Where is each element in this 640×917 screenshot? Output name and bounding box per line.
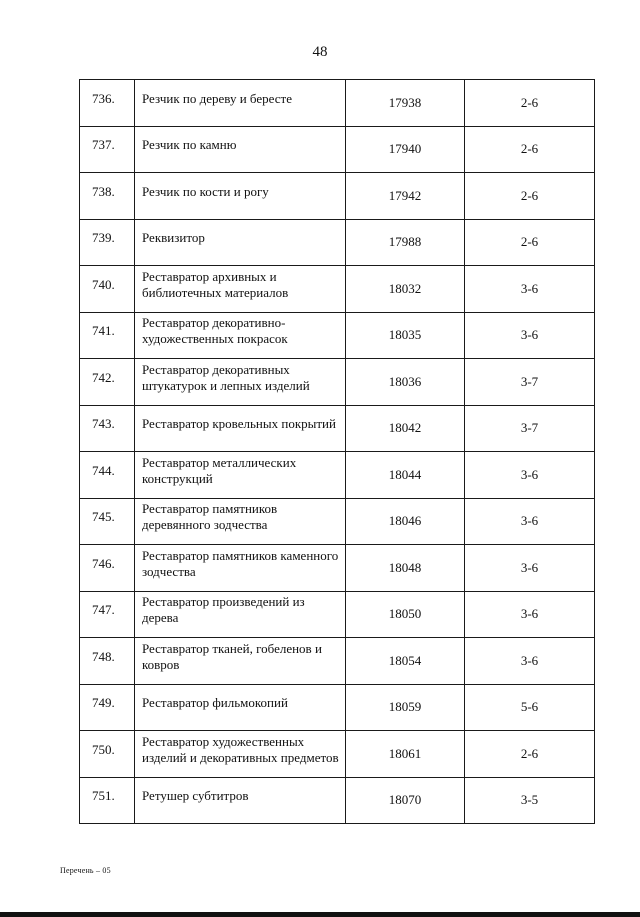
grade-range-text: 3-6 <box>520 606 539 622</box>
table-row <box>80 638 595 685</box>
profession-code-cell <box>346 452 465 499</box>
row-number-cell <box>80 359 135 406</box>
table-row <box>80 126 595 173</box>
table-row <box>80 591 595 638</box>
row-number-cell <box>80 266 135 313</box>
row-number-cell <box>80 498 135 545</box>
profession-name-text: Резчик по камню <box>142 137 237 153</box>
profession-name-cell <box>135 219 346 266</box>
table-row <box>80 219 595 266</box>
table-row <box>80 359 595 406</box>
profession-name-text: Реставратор кровельных покрытий <box>142 416 336 432</box>
grade-range-cell <box>465 638 595 685</box>
profession-name-cell <box>135 359 346 406</box>
profession-code-cell <box>346 777 465 824</box>
row-number-text: 741. <box>92 323 115 339</box>
profession-name-text: Ретушер субтитров <box>142 788 249 804</box>
profession-code-text: 18061 <box>388 745 422 761</box>
row-number-cell <box>80 312 135 359</box>
profession-name-cell <box>135 452 346 499</box>
profession-name-cell <box>135 731 346 778</box>
profession-name-text: Резчик по дереву и бересте <box>142 90 292 106</box>
table-row <box>80 452 595 499</box>
document-footer: Перечень – 05 <box>60 866 111 875</box>
profession-name-text: Реквизитор <box>142 230 205 246</box>
profession-code-cell <box>346 359 465 406</box>
row-number-cell <box>80 219 135 266</box>
profession-code-text: 18042 <box>388 420 422 436</box>
grade-range-text: 2-6 <box>520 94 539 110</box>
scan-edge <box>0 912 640 917</box>
grade-range-cell <box>465 312 595 359</box>
grade-range-text: 2-6 <box>520 141 539 157</box>
profession-code-text: 18070 <box>388 792 422 808</box>
table-row <box>80 731 595 778</box>
table-row <box>80 266 595 313</box>
profession-code-cell <box>346 80 465 127</box>
grade-range-text: 2-6 <box>520 745 539 761</box>
row-number-text: 751. <box>92 788 115 804</box>
profession-code-text: 18035 <box>388 327 422 343</box>
profession-code-text: 18050 <box>388 606 422 622</box>
profession-name-text: Реставратор декоративно-художественных покрасок <box>142 315 288 347</box>
row-number-cell <box>80 80 135 127</box>
page-number: 48 <box>312 44 328 60</box>
profession-code-text: 17940 <box>388 141 422 157</box>
profession-code-cell <box>346 684 465 731</box>
table-row <box>80 312 595 359</box>
grade-range-text: 2-6 <box>520 234 539 250</box>
table-row <box>80 405 595 452</box>
profession-code-text: 18059 <box>388 699 422 715</box>
profession-code-cell <box>346 312 465 359</box>
profession-code-cell <box>346 498 465 545</box>
table-row <box>80 498 595 545</box>
profession-name-cell <box>135 126 346 173</box>
grade-range-text: 3-7 <box>520 420 539 436</box>
profession-code-cell <box>346 219 465 266</box>
row-number-text: 745. <box>92 509 115 525</box>
profession-code-text: 17938 <box>388 94 422 110</box>
profession-code-text: 18032 <box>388 280 422 296</box>
profession-code-cell <box>346 173 465 220</box>
row-number-text: 749. <box>92 695 115 711</box>
row-number-text: 742. <box>92 369 115 385</box>
profession-code-cell <box>346 591 465 638</box>
grade-range-cell <box>465 173 595 220</box>
grade-range-cell <box>465 359 595 406</box>
profession-name-text: Реставратор произведений из дерева <box>142 594 305 626</box>
profession-name-text: Реставратор фильмокопий <box>142 695 288 711</box>
row-number-cell <box>80 452 135 499</box>
grade-range-text: 3-6 <box>520 466 539 482</box>
row-number-text: 748. <box>92 648 115 664</box>
row-number-text: 738. <box>92 183 115 199</box>
grade-range-cell <box>465 405 595 452</box>
row-number-cell <box>80 545 135 592</box>
grade-range-cell <box>465 545 595 592</box>
profession-name-cell <box>135 498 346 545</box>
row-number-text: 737. <box>92 137 115 153</box>
grade-range-text: 3-6 <box>520 513 539 529</box>
table-row <box>80 173 595 220</box>
grade-range-text: 3-5 <box>520 792 539 808</box>
row-number-cell <box>80 777 135 824</box>
profession-name-text: Реставратор памятников каменного зодчества <box>142 547 339 579</box>
table-row <box>80 80 595 127</box>
profession-code-text: 17942 <box>388 187 422 203</box>
row-number-text: 744. <box>92 462 115 478</box>
profession-name-text: Реставратор художественных изделий и декоративных предметов <box>142 733 339 765</box>
row-number-text: 746. <box>92 555 115 571</box>
table-row <box>80 777 595 824</box>
profession-code-cell <box>346 126 465 173</box>
row-number-text: 743. <box>92 416 115 432</box>
profession-name-text: Реставратор архивных и библиотечных материалов <box>142 268 289 300</box>
grade-range-text: 3-6 <box>520 327 539 343</box>
row-number-cell <box>80 638 135 685</box>
profession-name-cell <box>135 777 346 824</box>
row-number-cell <box>80 591 135 638</box>
profession-name-cell <box>135 591 346 638</box>
profession-name-cell <box>135 545 346 592</box>
profession-code-cell <box>346 731 465 778</box>
profession-name-cell <box>135 266 346 313</box>
profession-name-cell <box>135 80 346 127</box>
profession-name-text: Реставратор металлических конструкций <box>142 454 297 486</box>
grade-range-cell <box>465 777 595 824</box>
row-number-cell <box>80 405 135 452</box>
profession-name-cell <box>135 312 346 359</box>
profession-code-text: 18046 <box>388 513 422 529</box>
row-number-cell <box>80 731 135 778</box>
grade-range-cell <box>465 591 595 638</box>
profession-name-cell <box>135 173 346 220</box>
grade-range-text: 2-6 <box>520 187 539 203</box>
profession-code-cell <box>346 266 465 313</box>
profession-name-text: Реставратор тканей, гобеленов и ковров <box>142 640 322 672</box>
profession-code-cell <box>346 545 465 592</box>
grade-range-cell <box>465 731 595 778</box>
profession-name-cell <box>135 405 346 452</box>
row-number-cell <box>80 126 135 173</box>
grade-range-cell <box>465 80 595 127</box>
table-body <box>80 80 595 824</box>
grade-range-text: 3-6 <box>520 652 539 668</box>
row-number-cell <box>80 684 135 731</box>
profession-name-cell <box>135 638 346 685</box>
grade-range-text: 3-6 <box>520 559 539 575</box>
profession-name-text: Реставратор памятников деревянного зодчества <box>142 501 278 533</box>
row-number-text: 736. <box>92 90 115 106</box>
profession-name-text: Реставратор декоративных штукатурок и лепных изделий <box>142 361 310 393</box>
row-number-text: 740. <box>92 276 115 292</box>
grade-range-cell <box>465 452 595 499</box>
grade-range-cell <box>465 219 595 266</box>
professions-table <box>79 79 595 824</box>
profession-name-cell <box>135 684 346 731</box>
row-number-cell <box>80 173 135 220</box>
row-number-text: 747. <box>92 602 115 618</box>
grade-range-cell <box>465 266 595 313</box>
profession-code-text: 18036 <box>388 373 422 389</box>
profession-code-text: 18054 <box>388 652 422 668</box>
profession-code-cell <box>346 405 465 452</box>
row-number-text: 750. <box>92 741 115 757</box>
profession-name-text: Резчик по кости и рогу <box>142 183 269 199</box>
row-number-text: 739. <box>92 230 115 246</box>
table-row <box>80 684 595 731</box>
profession-code-cell <box>346 638 465 685</box>
grade-range-cell <box>465 684 595 731</box>
profession-code-text: 18044 <box>388 466 422 482</box>
grade-range-text: 3-6 <box>520 280 539 296</box>
grade-range-text: 3-7 <box>520 373 539 389</box>
profession-code-text: 17988 <box>388 234 422 250</box>
grade-range-text: 5-6 <box>520 699 539 715</box>
grade-range-cell <box>465 498 595 545</box>
table-row <box>80 545 595 592</box>
grade-range-cell <box>465 126 595 173</box>
profession-code-text: 18048 <box>388 559 422 575</box>
